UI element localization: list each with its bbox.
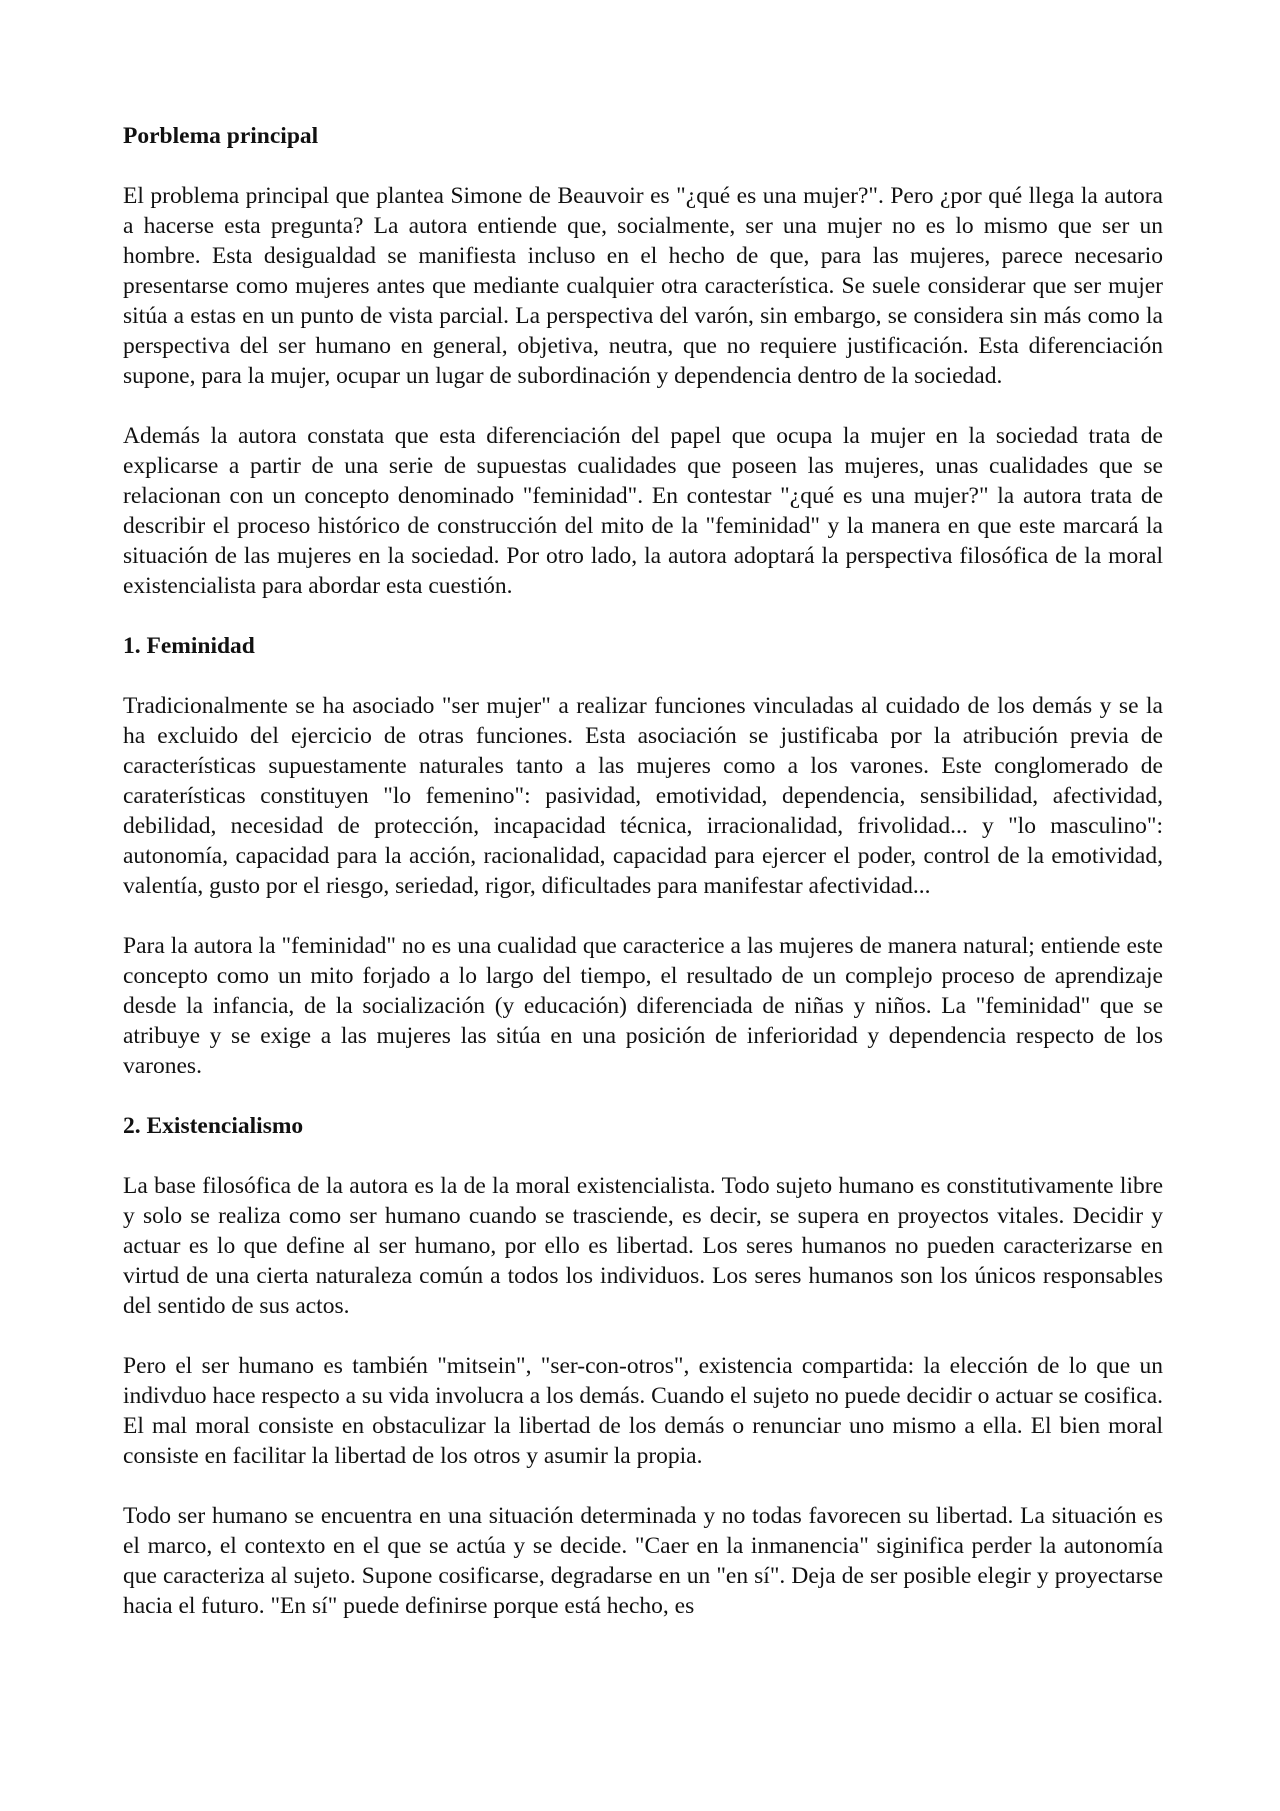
paragraph: Para la autora la "feminidad" no es una cualidad que caracterice a las mujeres de manera natural; entiende este concepto como un mito forjado a lo largo del tiempo, el resultado de un complejo proceso de aprendizaje desde la infancia, de la socialización (y educación) diferenciada de niñas y niños. La "feminidad" que se atribuye y se exige a las mujeres las sitúa en una posición de inferioridad y dependencia respecto de los varones. (123, 933, 1163, 1079)
paragraph: Tradicionalmente se ha asociado "ser mujer" a realizar funciones vinculadas al cuidado de los demás y se la ha excluido del ejercicio de otras funciones. Esta asociación se justificaba por la atribución previa de características supuestamente naturales tanto a las mujeres como a los varones. Este conglomerado de caraterísticas constituyen "lo femenino": pasividad, emotividad, dependencia, sensibilidad, afectividad, debilidad, necesidad de protección, incapacidad técnica, irracionalidad, frivolidad... y "lo masculino": autonomía, capacidad para la acción, racionalidad, capacidad para ejercer el poder, control de la emotividad, valentía, gusto por el riesgo, seriedad, rigor, dificultades para manifestar afectividad... (123, 693, 1163, 899)
paragraph: Todo ser humano se encuentra en una situación determinada y no todas favorecen su libertad. La situación es el marco, el contexto en el que se actúa y se decide. "Caer en la inmanencia" siginifica perder la autonomía que caracteriza al sujeto. Supone cosificarse, degradarse en un "en sí". Deja de ser posible elegir y proyectarse hacia el futuro. "En sí" puede definirse porque está hecho, es (123, 1503, 1163, 1619)
section-problema-principal (123, 121, 1163, 601)
paragraph: El problema principal que plantea Simone de Beauvoir es "¿qué es una mujer?". Pero ¿por qué llega la autora a hacerse esta pregunta? La autora entiende que, socialmente, ser una mujer no es lo mismo que ser un hombre. Esta desigualdad se manifiesta incluso en el hecho de que, para las mujeres, parece necesario presentarse como mujeres antes que mediante cualquier otra característica. Se suele considerar que ser mujer sitúa a estas en un punto de vista parcial. La perspectiva del varón, sin embargo, se considera sin más como la perspectiva del ser humano en general, objetiva, neutra, que no requiere justificación. Esta diferenciación supone, para la mujer, ocupar un lugar de subordinación y dependencia dentro de la sociedad. (123, 183, 1163, 389)
section-heading: 1. Feminidad (123, 633, 255, 659)
document-page (123, 121, 1163, 1621)
section-existencialismo (123, 1111, 1163, 1621)
paragraph: Además la autora constata que esta diferenciación del papel que ocupa la mujer en la sociedad trata de explicarse a partir de una serie de supuestas cualidades que poseen las mujeres, unas cualidades que se relacionan con un concepto denominado "feminidad". En contestar "¿qué es una mujer?" la autora trata de describir el proceso histórico de construcción del mito de la "feminidad" y la manera en que este marcará la situación de las mujeres en la sociedad. Por otro lado, la autora adoptará la perspectiva filosófica de la moral existencialista para abordar esta cuestión. (123, 423, 1163, 599)
section-heading: Porblema principal (123, 123, 319, 149)
paragraph: Pero el ser humano es también "mitsein", "ser-con-otros", existencia compartida: la elección de lo que un indivduo hace respecto a su vida involucra a los demás. Cuando el sujeto no puede decidir o actuar se cosifica. El mal moral consiste en obstaculizar la libertad de los demás o renunciar uno mismo a ella. El bien moral consiste en facilitar la libertad de los otros y asumir la propia. (123, 1353, 1163, 1469)
section-feminidad (123, 631, 1163, 1081)
paragraph: La base filosófica de la autora es la de la moral existencialista. Todo sujeto humano es constitutivamente libre y solo se realiza como ser humano cuando se trasciende, es decir, se supera en proyectos vitales. Decidir y actuar es lo que define al ser humano, por ello es libertad. Los seres humanos no pueden caracterizarse en virtud de una cierta naturaleza común a todos los individuos. Los seres humanos son los únicos responsables del sentido de sus actos. (123, 1173, 1163, 1319)
section-heading: 2. Existencialismo (123, 1113, 304, 1139)
